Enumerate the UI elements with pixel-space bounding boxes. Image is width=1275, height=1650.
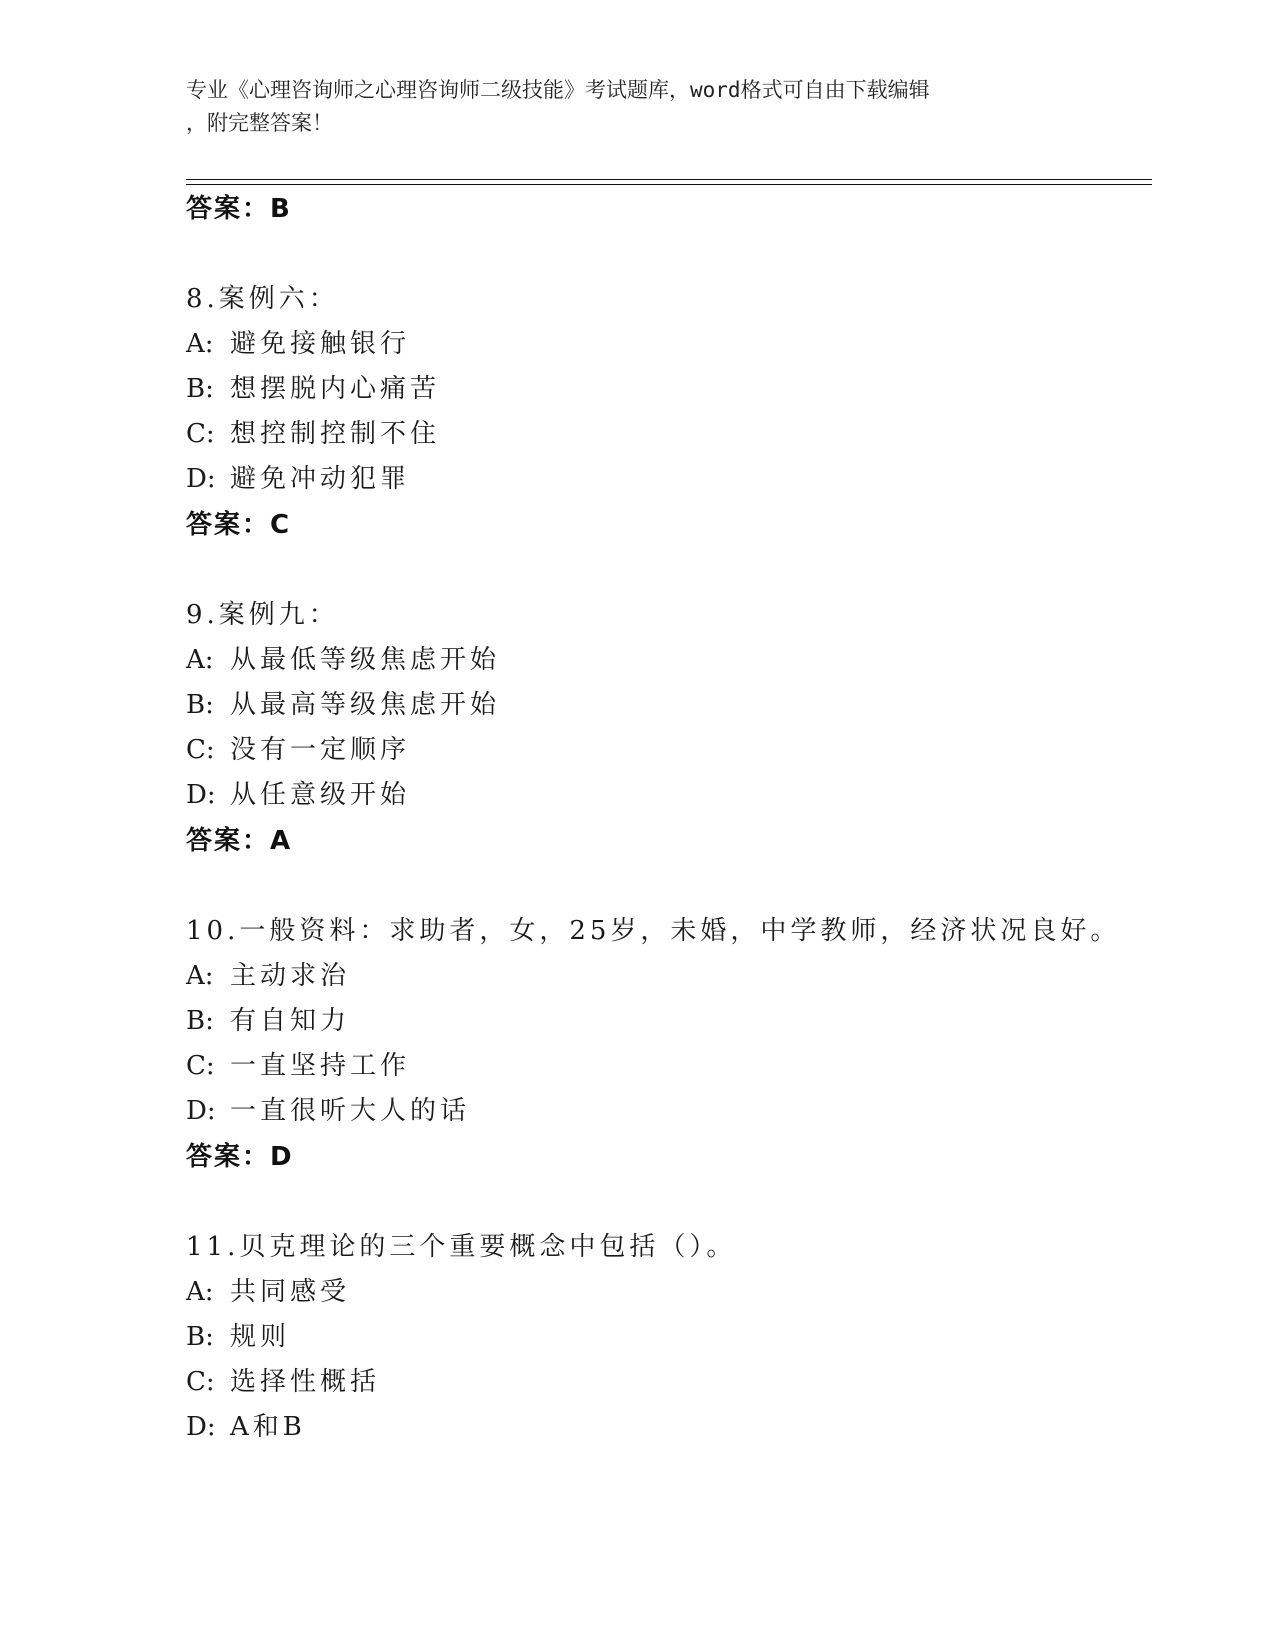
document-header [186,74,1066,140]
question-10-option-c: C: 一直坚持工作 [186,1051,411,1081]
question-8: 8.案例六： [186,284,339,314]
question-11: 11.贝克理论的三个重要概念中包括（）。 [186,1232,737,1262]
question-11-option-c: C: 选择性概括 [186,1367,381,1397]
question-10: 10.一般资料：求助者，女，25岁，未婚，中学教师，经济状况良好。 [186,916,1121,946]
question-9: 9.案例九： [186,600,339,630]
question-10-option-a: A: 主动求治 [186,961,351,991]
question-11-option-b: B: 规则 [186,1322,291,1352]
question-8-option-d: D: 避免冲动犯罪 [186,464,411,494]
question-11-option-a: A: 共同感受 [186,1277,351,1307]
question-9-option-b: B: 从最高等级焦虑开始 [186,690,501,720]
previous-answer: 答案：B [186,194,292,224]
question-9-option-c: C: 没有一定顺序 [186,735,411,765]
question-9-option-d: D: 从任意级开始 [186,780,411,810]
question-10-option-b: B: 有自知力 [186,1006,351,1036]
header-divider-bottom [186,184,1152,185]
header-divider-top [186,179,1152,180]
question-8-option-b: B: 想摆脱内心痛苦 [186,374,441,404]
question-list [186,186,1146,1450]
header-line-1: 专业《心理咨询师之心理咨询师二级技能》考试题库，word格式可自由下载编辑 [186,78,930,102]
question-9-option-a: A: 从最低等级焦虑开始 [186,645,501,675]
header-line-2: ，附完整答案！ [186,111,333,135]
question-10-answer: 答案：D [186,1142,294,1172]
question-8-option-a: A: 避免接触银行 [186,329,411,359]
question-8-answer: 答案：C [186,510,292,540]
question-8-option-c: C: 想控制控制不住 [186,419,441,449]
question-10-option-d: D: 一直很听大人的话 [186,1096,471,1126]
question-9-answer: 答案：A [186,826,293,856]
question-11-option-d: D: A和B [186,1412,306,1442]
